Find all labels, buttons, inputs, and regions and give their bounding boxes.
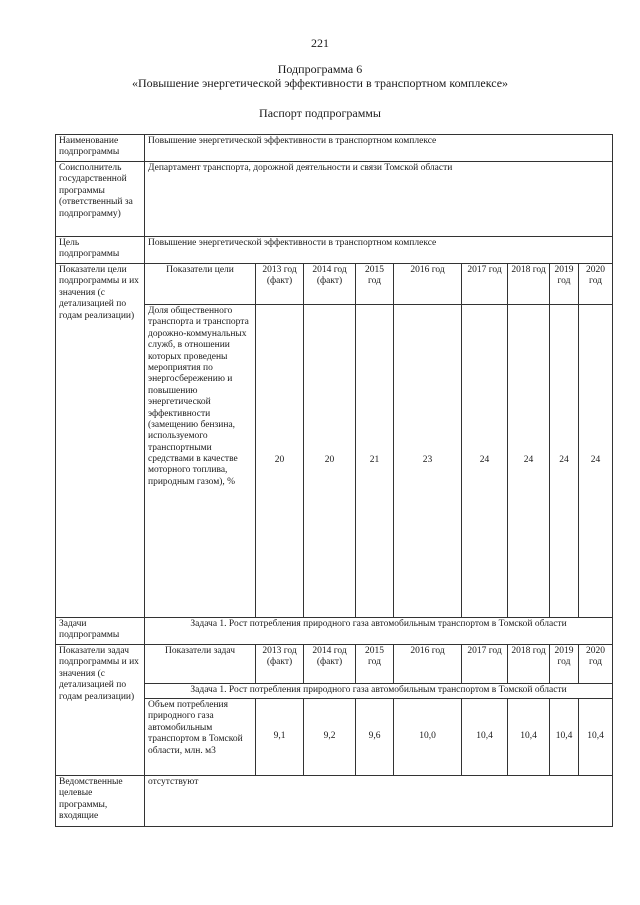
indicator-value: 24 [462,305,508,618]
indicator-value: 10,0 [394,699,462,776]
year-header: 2019 год [550,264,579,305]
year-header: 2015 год [356,264,394,305]
indicator-header: Показатели цели [145,264,256,305]
year-header: 2016 год [394,264,462,305]
row-name [56,135,613,162]
indicator-value: 10,4 [508,699,550,776]
indicator-value: 21 [356,305,394,618]
year-header: 2014 год (факт) [304,645,356,684]
row-tasks [56,618,613,645]
row-value: Повышение энергетической эффективности в транспортном комплексе [145,135,613,162]
indicator-value: 20 [256,305,304,618]
row-task-indicators-header [56,645,613,684]
row-value: Департамент транспорта, дорожной деятельности и связи Томской области [145,162,613,237]
indicator-value: 9,2 [304,699,356,776]
row-departmental [56,776,613,827]
year-header: 2020 год [579,264,613,305]
year-header: 2018 год [508,645,550,684]
row-coexecutor [56,162,613,237]
row-label: Ведомственные целевые программы, входящие [56,776,145,827]
row-value: Задача 1. Рост потребления природного газа автомобильным транспортом в Томской области [145,618,613,645]
row-goal [56,237,613,264]
year-header: 2017 год [462,264,508,305]
year-header: 2013 год (факт) [256,264,304,305]
year-header: 2017 год [462,645,508,684]
indicator-value: 10,4 [462,699,508,776]
page-number: 221 [311,36,329,50]
indicator-value: 23 [394,305,462,618]
row-goal-indicators-header [56,264,613,305]
year-header: 2015 год [356,645,394,684]
passport-table [55,134,613,827]
year-header: 2016 год [394,645,462,684]
row-value: отсутствуют [145,776,613,827]
indicator-value: 9,6 [356,699,394,776]
subprogram-title: Подпрограмма 6 [277,62,363,76]
subprogram-name: «Повышение энергетической эффективности в транспортном комплексе» [131,76,509,90]
indicator-value: 24 [508,305,550,618]
row-label: Показатели задач подпрограммы и их значения (с детализацией по годам реализации) [56,645,145,776]
indicator-value: 24 [579,305,613,618]
indicator-value: 24 [550,305,579,618]
passport-title: Паспорт подпрограммы [259,106,381,120]
indicator-description: Доля общественного транспорта и транспорта дорожно-коммунальных служб, в отношении которых проведены мероприятия по энергосбережению и повышению энергетической эффективности (замещению бензина, используемого транспортными средствами в качестве моторного топлива, природным газом), % [145,305,256,618]
indicator-header: Показатели задач [145,645,256,684]
year-header: 2019 год [550,645,579,684]
row-label: Цель подпрограммы [56,237,145,264]
indicator-value: 10,4 [550,699,579,776]
row-label: Задачи подпрограммы [56,618,145,645]
indicator-description: Объем потребления природного газа автомобильным транспортом в Томской области, млн. м3 [145,699,256,776]
row-value: Повышение энергетической эффективности в транспортном комплексе [145,237,613,264]
row-label: Соисполнитель государственной программы (ответственный за подпрограмму) [56,162,145,237]
year-header: 2014 год (факт) [304,264,356,305]
year-header: 2013 год (факт) [256,645,304,684]
indicator-value: 10,4 [579,699,613,776]
row-label: Показатели цели подпрограммы и их значения (с детализацией по годам реализации) [56,264,145,618]
indicator-value: 20 [304,305,356,618]
year-header: 2020 год [579,645,613,684]
row-label: Наименование подпрограммы [56,135,145,162]
indicator-value: 9,1 [256,699,304,776]
year-header: 2018 год [508,264,550,305]
task-row: Задача 1. Рост потребления природного газа автомобильным транспортом в Томской области [145,684,613,699]
